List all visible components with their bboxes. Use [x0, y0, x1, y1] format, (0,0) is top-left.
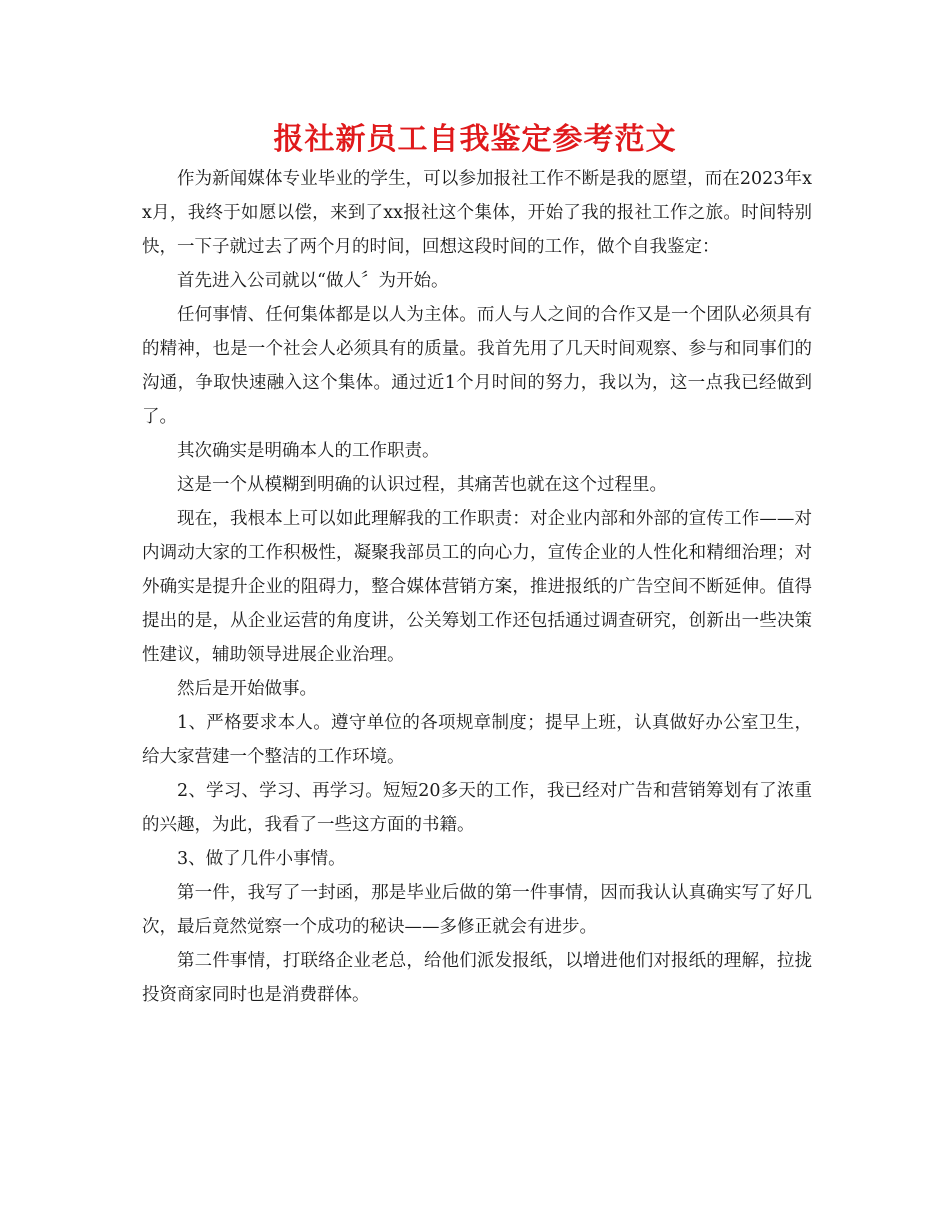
paragraph-second-task: 第二件事情，打联络企业老总，给他们派发报纸，以增进他们对报纸的理解，拉拢投资商家同时也是消费群体。 [142, 951, 812, 1005]
paragraph-intro: 作为新闻媒体专业毕业的学生，可以参加报社工作不断是我的愿望，而在2023年xx月，我终于如愿以偿，来到了xx报社这个集体，开始了我的报社工作之旅。时间特别快，一下子就过去了两个月的时间，回想这段时间的工作，做个自我鉴定： [142, 169, 812, 257]
list-item-3: 3、做了几件小事情。 [177, 849, 346, 869]
paragraph-first-point: 首先进入公司就以“做人〞为开始。 [177, 271, 449, 291]
paragraph-first-task: 第一件，我写了一封函，那是毕业后做的第一件事情，因而我认认真确实写了好几次，最后竟然觉察一个成功的秘诀——多修正就会有进步。 [142, 883, 812, 937]
paragraph-clarify: 这是一个从模糊到明确的认识过程，其痛苦也就在这个过程里。 [177, 475, 667, 495]
document-body [142, 162, 812, 1012]
list-item-1: 1、严格要求本人。遵守单位的各项规章制度；提早上班，认真做好办公室卫生，给大家营建一个整洁的工作环境。 [142, 713, 812, 767]
list-item-2: 2、学习、学习、再学习。短短20多天的工作，我已经对广告和营销筹划有了浓重的兴趣，为此，我看了一些这方面的书籍。 [142, 781, 812, 835]
paragraph-second-point: 其次确实是明确本人的工作职责。 [177, 441, 440, 461]
paragraph-start-work: 然后是开始做事。 [177, 679, 317, 699]
document-title: 报社新员工自我鉴定参考范文 [273, 122, 677, 157]
paragraph-duties: 现在，我根本上可以如此理解我的工作职责：对企业内部和外部的宣传工作——对内调动大家的工作积极性，凝聚我部员工的向心力，宣传企业的人性化和精细治理；对外确实是提升企业的阻碍力，整合媒体营销方案，推进报纸的广告空间不断延伸。值得提出的是，从企业运营的角度讲，公关筹划工作还包括通过调查研究，创新出一些决策性建议，辅助领导进展企业治理。 [142, 509, 812, 665]
paragraph-teamwork: 任何事情、任何集体都是以人为主体。而人与人之间的合作又是一个团队必须具有的精神，也是一个社会人必须具有的质量。我首先用了几天时间观察、参与和同事们的沟通，争取快速融入这个集体。通过近1个月时间的努力，我以为，这一点我已经做到了。 [142, 305, 812, 427]
